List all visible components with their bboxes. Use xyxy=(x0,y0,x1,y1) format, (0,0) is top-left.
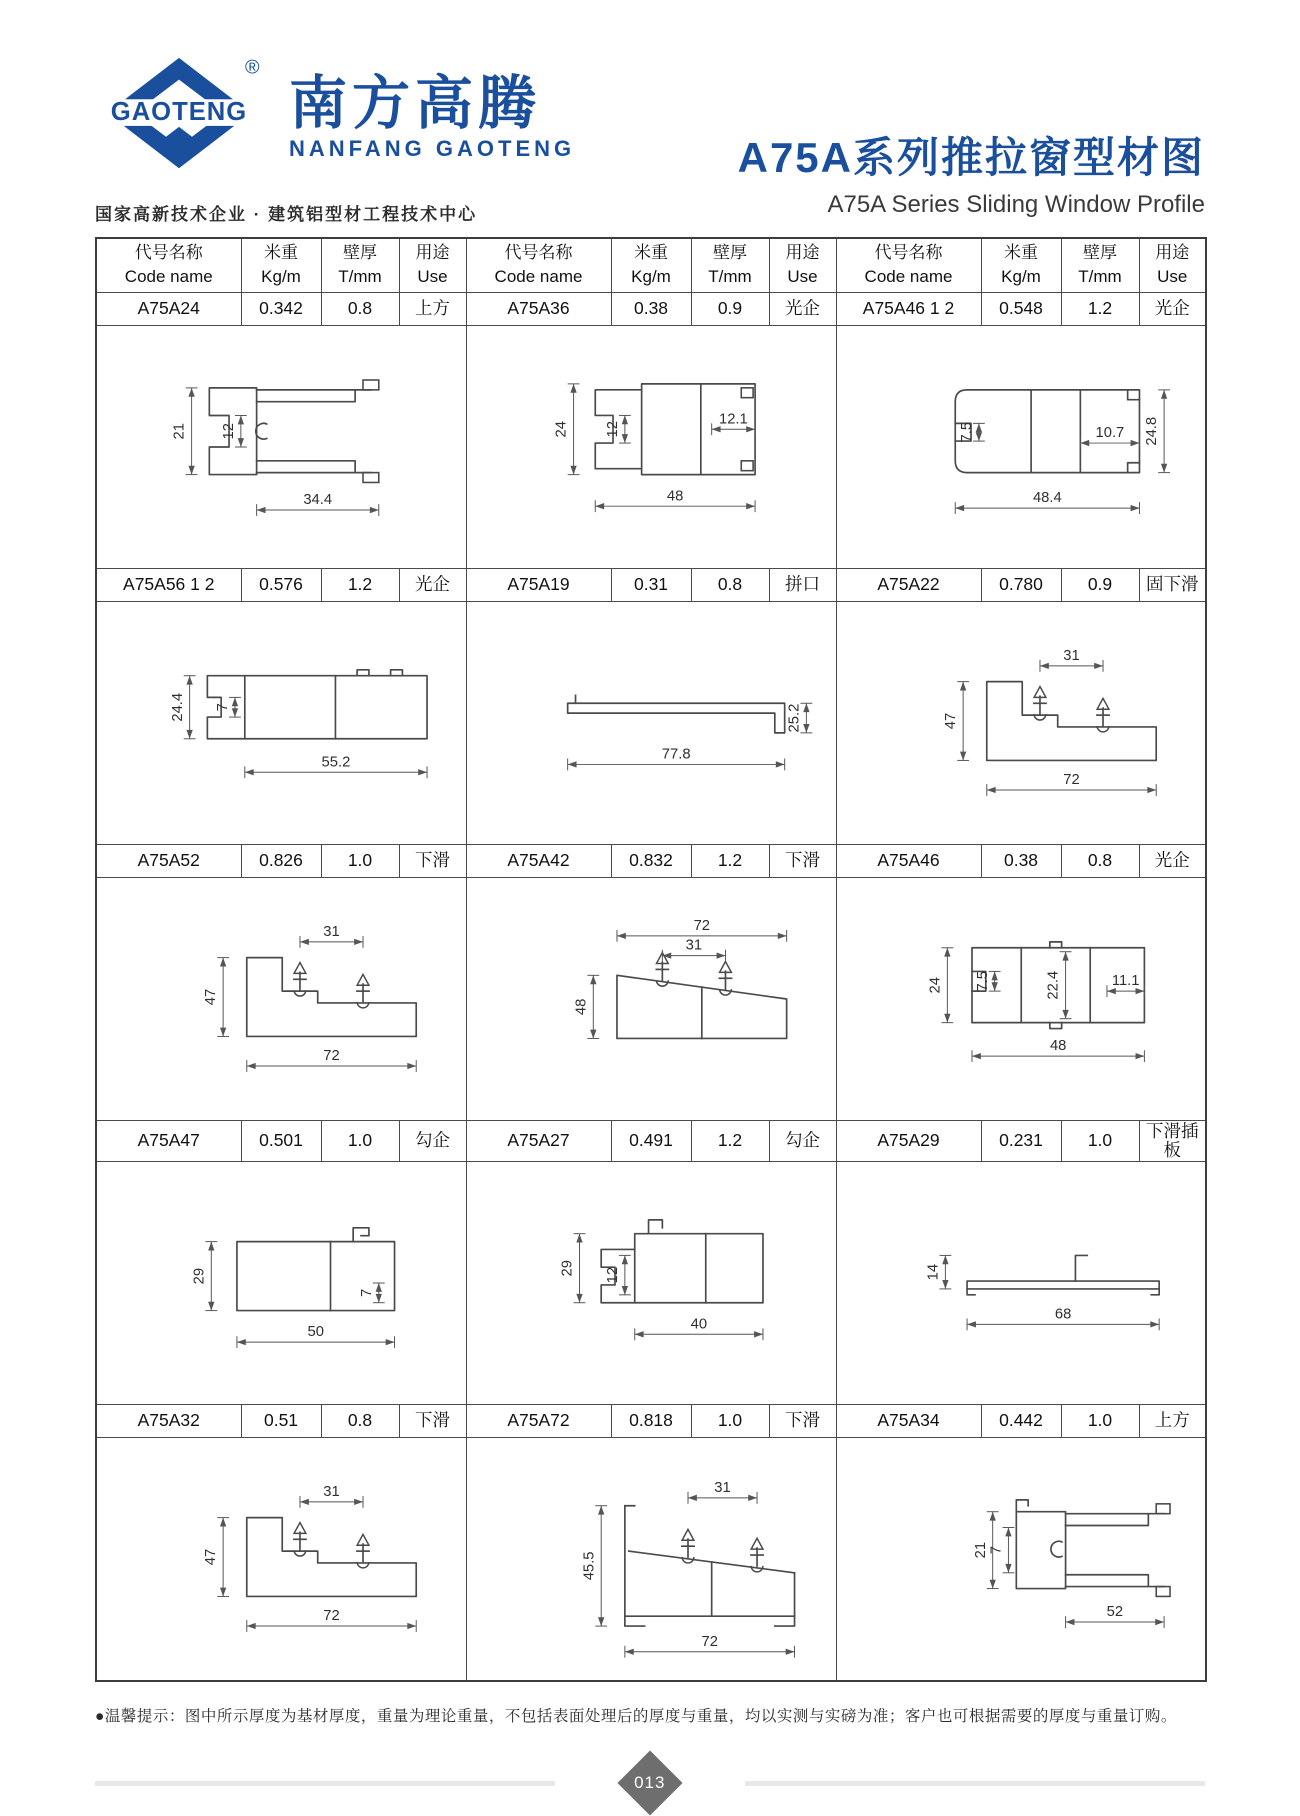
page-number-badge xyxy=(617,1750,682,1815)
dimension-label: 72 xyxy=(323,1608,340,1625)
profile-code: A75A56 1 2 xyxy=(96,568,241,601)
header-label-en: Use xyxy=(1157,267,1188,287)
profile-thickness: 1.0 xyxy=(691,1405,769,1438)
column-header-weight xyxy=(611,238,691,292)
dimension-label: 25.2 xyxy=(785,703,802,732)
profile-use: 固下滑 xyxy=(1139,568,1206,601)
profile-code: A75A72 xyxy=(466,1405,611,1438)
dimension-label: 34.4 xyxy=(303,491,333,508)
profile-drawing-cell xyxy=(836,325,1206,568)
header-label-cn: 壁厚 xyxy=(343,242,377,262)
dimension-label: 12 xyxy=(604,420,621,437)
dimension-label: 12 xyxy=(604,1266,621,1284)
profile-code: A75A29 xyxy=(836,1120,981,1162)
profile-data-row xyxy=(96,1405,1206,1438)
profile-weight: 0.342 xyxy=(241,292,321,325)
header-label-cn: 用途 xyxy=(785,242,820,262)
column-header-use xyxy=(1139,238,1206,292)
profile-cross-section-drawing xyxy=(99,1439,464,1679)
profile-weight: 0.832 xyxy=(611,844,691,877)
dimension-label: 7.5 xyxy=(958,421,975,442)
profile-cross-section-drawing xyxy=(99,327,464,567)
profile-cross-section-drawing xyxy=(469,603,834,843)
logo-wordmark: GAOTENG xyxy=(110,97,248,126)
dimension-label: 7.5 xyxy=(974,970,991,992)
profile-cross-section-drawing xyxy=(99,879,464,1119)
profile-use: 下滑 xyxy=(769,844,836,877)
table-header-row xyxy=(96,238,1206,292)
brand-block xyxy=(95,52,575,225)
page-header xyxy=(95,52,1205,225)
profile-drawing-row xyxy=(96,1162,1206,1405)
dimension-label: 47 xyxy=(203,988,220,1005)
dimension-label: 45.5 xyxy=(580,1551,597,1581)
profile-cross-section-drawing xyxy=(469,879,834,1119)
header-label-en: Use xyxy=(787,267,818,287)
header-label-en: Kg/m xyxy=(1001,267,1041,287)
profile-weight: 0.548 xyxy=(981,292,1061,325)
profile-code: A75A42 xyxy=(466,844,611,877)
header-label-en: T/mm xyxy=(708,267,752,287)
profile-thickness: 1.0 xyxy=(321,844,399,877)
profile-table xyxy=(95,237,1207,1682)
profile-use: 下滑插板 xyxy=(1139,1120,1206,1162)
dimension-label: 10.7 xyxy=(1095,424,1124,441)
profile-thickness: 1.2 xyxy=(691,1120,769,1162)
profile-cross-section-drawing xyxy=(839,879,1204,1119)
profile-weight: 0.826 xyxy=(241,844,321,877)
profile-thickness: 0.8 xyxy=(321,292,399,325)
profile-use: 勾企 xyxy=(399,1120,466,1162)
profile-use: 拼口 xyxy=(769,568,836,601)
profile-weight: 0.51 xyxy=(241,1405,321,1438)
profile-code: A75A32 xyxy=(96,1405,241,1438)
header-label-cn: 壁厚 xyxy=(1083,242,1117,262)
profile-drawing-cell xyxy=(836,601,1206,844)
profile-cross-section-drawing xyxy=(99,603,464,843)
gaoteng-logo-icon xyxy=(95,52,263,184)
dimension-label: 72 xyxy=(693,917,710,934)
profile-weight: 0.491 xyxy=(611,1120,691,1162)
profile-thickness: 0.8 xyxy=(691,568,769,601)
dimension-label: 68 xyxy=(1054,1306,1071,1323)
profile-drawing-cell xyxy=(96,1162,466,1405)
dimension-label: 24.4 xyxy=(169,692,186,722)
profile-cross-section-drawing xyxy=(469,1439,834,1679)
profile-drawing-cell xyxy=(836,1162,1206,1405)
profile-drawing-cell xyxy=(466,325,836,568)
profile-weight: 0.501 xyxy=(241,1120,321,1162)
profile-use: 光企 xyxy=(1139,292,1206,325)
header-label-en: T/mm xyxy=(1078,267,1122,287)
header-label-cn: 米重 xyxy=(1004,242,1038,262)
profile-cross-section-drawing xyxy=(839,603,1204,843)
column-header-code xyxy=(836,238,981,292)
footer-note: ●温馨提示：图中所示厚度为基材厚度，重量为理论重量，不包括表面处理后的厚度与重量，均以实测与实磅为准；客户也可根据需要的厚度与重量订购。 xyxy=(95,1708,1177,1725)
profile-thickness: 1.0 xyxy=(1061,1120,1139,1162)
dimension-label: 7 xyxy=(988,1546,1005,1555)
column-header-weight xyxy=(241,238,321,292)
profile-thickness: 0.8 xyxy=(321,1405,399,1438)
dimension-label: 72 xyxy=(323,1047,340,1064)
column-header-code xyxy=(96,238,241,292)
profile-code: A75A46 xyxy=(836,844,981,877)
column-header-code xyxy=(466,238,611,292)
profile-weight: 0.576 xyxy=(241,568,321,601)
dimension-label: 29 xyxy=(191,1267,208,1285)
dimension-label: 52 xyxy=(1106,1604,1123,1621)
profile-data-row xyxy=(96,1120,1206,1162)
brand-name-en: NANFANG GAOTENG xyxy=(289,136,576,162)
profile-cross-section-drawing xyxy=(469,327,834,567)
profile-data-row xyxy=(96,292,1206,325)
profile-code: A75A27 xyxy=(466,1120,611,1162)
header-label-en: Use xyxy=(417,267,448,287)
profile-cross-section-drawing xyxy=(469,1163,834,1403)
column-header-thick xyxy=(691,238,769,292)
profile-drawing-row xyxy=(96,877,1206,1120)
profile-drawing-cell xyxy=(466,1162,836,1405)
profile-drawing-cell xyxy=(96,325,466,568)
profile-drawing-cell xyxy=(466,877,836,1120)
dimension-label: 14 xyxy=(925,1263,942,1281)
registered-mark: ® xyxy=(245,56,260,79)
dimension-label: 31 xyxy=(323,1483,340,1500)
profile-drawing-cell xyxy=(836,1438,1206,1682)
profile-use: 勾企 xyxy=(769,1120,836,1162)
header-label-cn: 壁厚 xyxy=(713,242,747,262)
profile-data-row xyxy=(96,844,1206,877)
profile-use: 光企 xyxy=(399,568,466,601)
dimension-label: 40 xyxy=(690,1316,707,1333)
profile-drawing-cell xyxy=(836,877,1206,1120)
profile-thickness: 1.2 xyxy=(321,568,399,601)
profile-drawing-cell xyxy=(96,601,466,844)
column-header-use xyxy=(769,238,836,292)
profile-weight: 0.38 xyxy=(981,844,1061,877)
header-label-en: Kg/m xyxy=(631,267,671,287)
dimension-label: 29 xyxy=(559,1259,576,1277)
header-label-en: Code name xyxy=(494,267,583,287)
profile-code: A75A22 xyxy=(836,568,981,601)
dimension-label: 12 xyxy=(220,422,237,439)
profile-thickness: 1.0 xyxy=(321,1120,399,1162)
profile-drawing-cell xyxy=(466,1438,836,1682)
profile-code: A75A47 xyxy=(96,1120,241,1162)
header-label-en: Code name xyxy=(124,267,213,287)
page-title-en: A75A Series Sliding Window Profile xyxy=(827,191,1205,218)
profile-weight: 0.31 xyxy=(611,568,691,601)
profile-code: A75A34 xyxy=(836,1405,981,1438)
dimension-label: 24 xyxy=(553,420,570,437)
header-label-cn: 用途 xyxy=(1155,242,1190,262)
column-header-weight xyxy=(981,238,1061,292)
dimension-label: 12.1 xyxy=(718,410,748,427)
dimension-label: 21 xyxy=(972,1541,989,1559)
profile-data-row xyxy=(96,568,1206,601)
header-label-en: Kg/m xyxy=(261,267,301,287)
profile-drawing-cell xyxy=(96,1438,466,1682)
profile-code: A75A36 xyxy=(466,292,611,325)
profile-code: A75A24 xyxy=(96,292,241,325)
dimension-label: 24.8 xyxy=(1143,416,1160,446)
dimension-label: 48.4 xyxy=(1032,489,1062,506)
dimension-label: 11.1 xyxy=(1111,972,1140,989)
strip-bar-left xyxy=(95,1781,555,1786)
dimension-label: 50 xyxy=(307,1324,324,1341)
profile-code: A75A19 xyxy=(466,568,611,601)
dimension-label: 48 xyxy=(1049,1037,1066,1054)
header-label-cn: 代号名称 xyxy=(504,242,573,262)
header-label-cn: 代号名称 xyxy=(874,242,943,262)
profile-use: 上方 xyxy=(1139,1405,1206,1438)
dimension-label: 72 xyxy=(1062,771,1080,788)
dimension-label: 47 xyxy=(942,712,959,729)
dimension-label: 31 xyxy=(685,937,702,954)
profile-cross-section-drawing xyxy=(99,1163,464,1403)
profile-weight: 0.442 xyxy=(981,1405,1061,1438)
profile-use: 上方 xyxy=(399,292,466,325)
dimension-label: 47 xyxy=(203,1548,220,1566)
dimension-label: 7 xyxy=(215,702,232,711)
profile-thickness: 0.9 xyxy=(691,292,769,325)
header-label-cn: 米重 xyxy=(264,242,298,262)
profile-code: A75A52 xyxy=(96,844,241,877)
profile-drawing-row xyxy=(96,325,1206,568)
page-title-block xyxy=(738,125,1205,225)
brand-tagline: 国家高新技术企业 · 建筑铝型材工程技术中心 xyxy=(95,205,478,224)
profile-weight: 0.231 xyxy=(981,1120,1061,1162)
dimension-label: 72 xyxy=(700,1633,718,1650)
profile-drawing-row xyxy=(96,1438,1206,1682)
dimension-label: 31 xyxy=(323,923,340,940)
profile-use: 光企 xyxy=(769,292,836,325)
dimension-label: 24 xyxy=(926,976,943,993)
header-label-cn: 用途 xyxy=(415,242,450,262)
profile-cross-section-drawing xyxy=(839,1439,1204,1679)
dimension-label: 48 xyxy=(572,998,589,1015)
profile-weight: 0.38 xyxy=(611,292,691,325)
profile-weight: 0.818 xyxy=(611,1405,691,1438)
profile-thickness: 0.9 xyxy=(1061,568,1139,601)
header-label-en: T/mm xyxy=(338,267,382,287)
profile-use: 下滑 xyxy=(399,844,466,877)
header-label-en: Code name xyxy=(864,267,953,287)
profile-drawing-cell xyxy=(466,601,836,844)
profile-use: 下滑 xyxy=(769,1405,836,1438)
profile-thickness: 1.2 xyxy=(691,844,769,877)
dimension-label: 7 xyxy=(358,1288,375,1297)
profile-code: A75A46 1 2 xyxy=(836,292,981,325)
dimension-label: 31 xyxy=(1062,647,1080,664)
profile-use: 光企 xyxy=(1139,844,1206,877)
profile-drawing-cell xyxy=(96,877,466,1120)
page-number: 013 xyxy=(634,1773,666,1792)
profile-weight: 0.780 xyxy=(981,568,1061,601)
profile-cross-section-drawing xyxy=(839,327,1204,567)
profile-thickness: 1.0 xyxy=(1061,1405,1139,1438)
header-label-cn: 代号名称 xyxy=(134,242,203,262)
dimension-label: 77.8 xyxy=(661,746,691,763)
brand-name-cn: 南方高腾 xyxy=(289,70,542,136)
profile-drawing-row xyxy=(96,601,1206,844)
column-header-thick xyxy=(1061,238,1139,292)
dimension-label: 48 xyxy=(666,487,683,504)
dimension-label: 31 xyxy=(713,1479,731,1496)
column-header-thick xyxy=(321,238,399,292)
dimension-label: 21 xyxy=(171,422,188,439)
profile-thickness: 1.2 xyxy=(1061,292,1139,325)
dimension-label: 55.2 xyxy=(321,753,351,770)
profile-use: 下滑 xyxy=(399,1405,466,1438)
page-title-cn: A75A系列推拉窗型材图 xyxy=(737,134,1205,181)
profile-cross-section-drawing xyxy=(839,1163,1204,1403)
profile-thickness: 0.8 xyxy=(1061,844,1139,877)
header-label-cn: 米重 xyxy=(634,242,668,262)
strip-bar-right xyxy=(745,1781,1205,1786)
dimension-label: 22.4 xyxy=(1045,970,1062,1000)
column-header-use xyxy=(399,238,466,292)
bottom-strip xyxy=(95,1760,1205,1806)
